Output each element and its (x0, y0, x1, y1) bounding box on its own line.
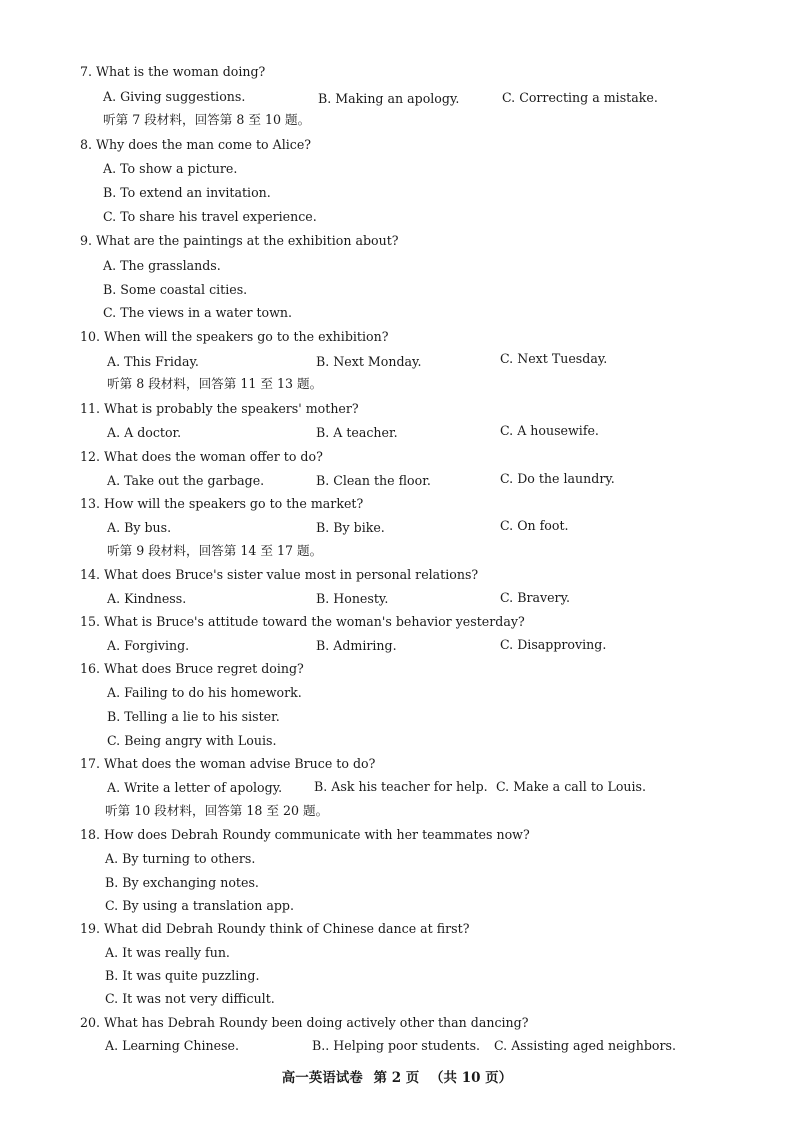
q13-option-b: B. By bike. (316, 520, 385, 535)
q19-option-a: A. It was really fun. (105, 945, 230, 960)
page-footer (0, 1066, 794, 1086)
question-7: 7. What is the woman doing? (80, 64, 266, 79)
q14-option-c: C. Bravery. (500, 590, 571, 605)
question-9: 9. What are the paintings at the exhibition about? (80, 233, 399, 248)
q9-option-c: C. The views in a water town. (103, 305, 293, 320)
footer-title: 高一英语试卷 (281, 1070, 363, 1086)
question-19: 19. What did Debrah Roundy think of Chinese dance at first? (80, 921, 470, 936)
q15-option-b: B. Admiring. (316, 638, 397, 653)
section-instruction-7: 听第 7 段材料，回答第 8 至 10 题。 (103, 112, 311, 127)
q11-option-b: B. A teacher. (316, 425, 398, 440)
q20-option-b: B.. Helping poor students. (312, 1038, 481, 1053)
q9-option-b: B. Some coastal cities. (103, 282, 248, 297)
q16-option-b: B. Telling a lie to his sister. (107, 709, 280, 724)
q8-option-b: B. To extend an invitation. (103, 185, 271, 200)
q15-option-c: C. Disapproving. (500, 637, 607, 652)
question-11: 11. What is probably the speakers' mother? (80, 401, 359, 416)
q10-option-a: A. This Friday. (107, 354, 199, 369)
question-8: 8. Why does the man come to Alice? (80, 137, 312, 152)
q17-option-b: B. Ask his teacher for help. (314, 779, 488, 794)
section-instruction-8: 听第 8 段材料，回答第 11 至 13 题。 (107, 376, 323, 391)
section-instruction-10: 听第 10 段材料，回答第 18 至 20 题。 (105, 803, 329, 818)
question-10: 10. When will the speakers go to the exhibition? (80, 329, 389, 344)
q7-option-b: B. Making an apology. (318, 91, 460, 106)
question-20: 20. What has Debrah Roundy been doing actively other than dancing? (80, 1015, 529, 1030)
q20-option-c: C. Assisting aged neighbors. (494, 1038, 676, 1053)
q18-option-a: A. By turning to others. (105, 851, 256, 866)
q12-option-a: A. Take out the garbage. (107, 473, 265, 488)
q19-option-b: B. It was quite puzzling. (105, 968, 260, 983)
q19-option-c: C. It was not very difficult. (105, 991, 275, 1006)
q10-option-b: B. Next Monday. (316, 354, 422, 369)
question-17: 17. What does the woman advise Bruce to do? (80, 756, 376, 771)
q18-option-c: C. By using a translation app. (105, 898, 294, 913)
question-14: 14. What does Bruce's sister value most in personal relations? (80, 567, 479, 582)
q12-option-c: C. Do the laundry. (500, 471, 615, 486)
question-12: 12. What does the woman offer to do? (80, 449, 323, 464)
footer-page-number: 第 2 页 (373, 1070, 420, 1086)
question-16: 16. What does Bruce regret doing? (80, 661, 304, 676)
q10-option-c: C. Next Tuesday. (500, 351, 608, 366)
q9-option-a: A. The grasslands. (103, 258, 221, 273)
q14-option-a: A. Kindness. (107, 591, 187, 606)
q7-option-a: A. Giving suggestions. (103, 89, 246, 104)
q13-option-a: A. By bus. (107, 520, 172, 535)
q7-option-c: C. Correcting a mistake. (502, 90, 658, 105)
section-instruction-9: 听第 9 段材料，回答第 14 至 17 题。 (107, 543, 323, 558)
q11-option-a: A. A doctor. (107, 425, 182, 440)
q17-option-a: A. Write a letter of apology. (107, 780, 283, 795)
q15-option-a: A. Forgiving. (107, 638, 190, 653)
q18-option-b: B. By exchanging notes. (105, 875, 259, 890)
q14-option-b: B. Honesty. (316, 591, 389, 606)
q16-option-a: A. Failing to do his homework. (107, 685, 302, 700)
question-13: 13. How will the speakers go to the market? (80, 496, 364, 511)
q12-option-b: B. Clean the floor. (316, 473, 431, 488)
q16-option-c: C. Being angry with Louis. (107, 733, 277, 748)
question-18: 18. How does Debrah Roundy communicate with her teammates now? (80, 827, 530, 842)
footer-total-pages: （共 10 页） (430, 1070, 513, 1086)
q11-option-c: C. A housewife. (500, 423, 599, 438)
question-15: 15. What is Bruce's attitude toward the woman's behavior yesterday? (80, 614, 525, 629)
q8-option-c: C. To share his travel experience. (103, 209, 317, 224)
q13-option-c: C. On foot. (500, 518, 569, 533)
q17-option-c: C. Make a call to Louis. (496, 779, 647, 794)
q20-option-a: A. Learning Chinese. (105, 1038, 240, 1053)
q8-option-a: A. To show a picture. (103, 161, 238, 176)
